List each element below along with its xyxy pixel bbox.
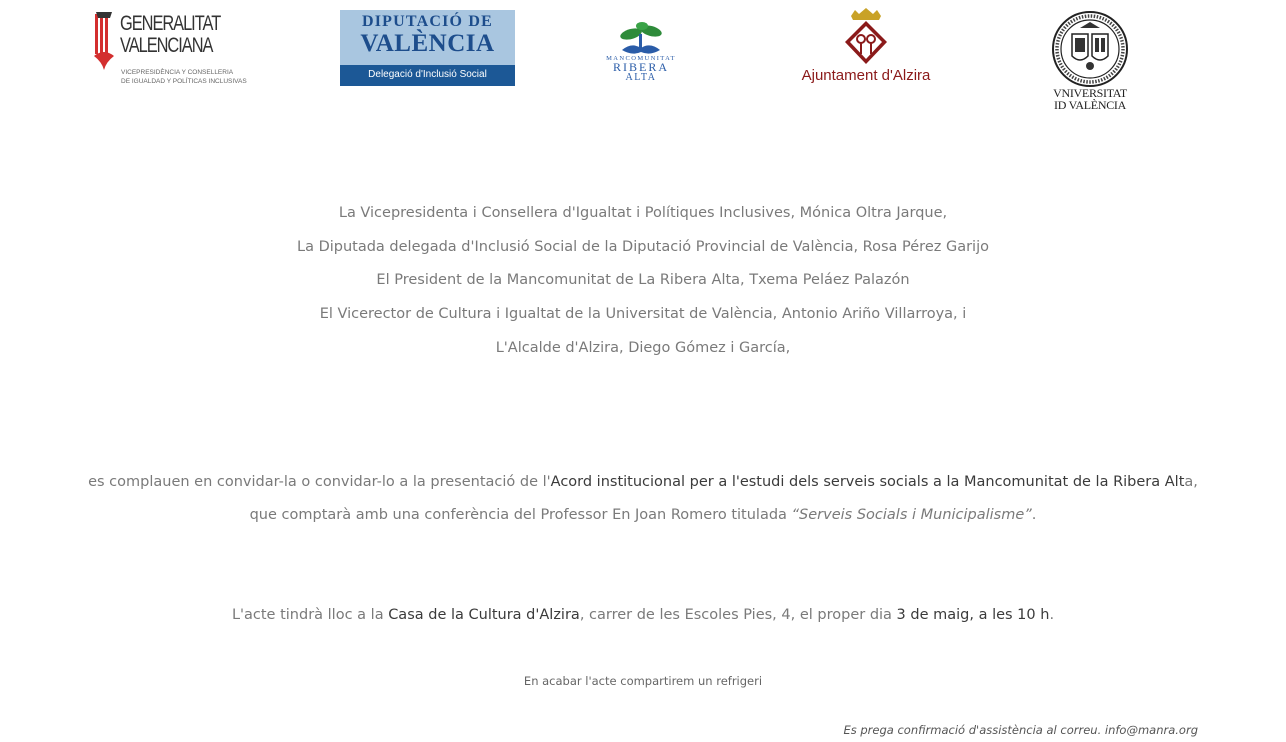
conference-suffix: .: [1031, 507, 1037, 523]
ajuntament-alzira-logo: [786, 8, 946, 88]
diputacio-logo-line2: VALÈNCIA: [360, 30, 495, 57]
conference-line: [0, 507, 1286, 523]
refreshment-note: En acabar l'acte compartirem un refrigeri: [523, 674, 763, 688]
host-line: El Vicerector de Cultura i Igualtat de la Universitat de València, Antonio Ariño Villarroya, i: [319, 306, 967, 322]
coat-of-arms-icon: [837, 8, 895, 68]
ajuntament-logo-text: Ajuntament d'Alzira: [801, 67, 931, 84]
generalitat-emblem-icon: [92, 12, 116, 70]
generalitat-logo-sub1: VICEPRESIDÈNCIA Y CONSELLERIA: [121, 69, 234, 76]
universitat-logo-line2: ID VALÈNCIA: [1054, 98, 1126, 112]
host-line: El President de la Mancomunitat de La Ribera Alta, Txema Peláez Palazón: [376, 272, 910, 288]
diputacio-logo-line1: DIPUTACIÓ DE: [361, 13, 493, 30]
host-line: La Vicepresidenta i Consellera d'Igualtat i Polítiques Inclusives, Mónica Oltra Jarque,: [338, 205, 948, 221]
invitation-line: [0, 474, 1286, 490]
logo-bar: [0, 0, 1286, 115]
generalitat-logo-line1: GENERALITAT: [120, 12, 221, 35]
generalitat-logo-line2: VALENCIANA: [120, 34, 213, 57]
generalitat-logo-sub2: DE IGUALDAD Y POLÍTICAS INCLUSIVAS: [121, 78, 247, 85]
invitation-prefix: es complauen en convidar-la o convidar-lo a la presentació de l': [88, 474, 551, 490]
host-line: L'Alcalde d'Alzira, Diego Gómez i García,: [495, 340, 791, 356]
venue-suffix: .: [1049, 607, 1055, 623]
mancomunitat-logo-line2: RIBERA: [612, 60, 669, 74]
mancomunitat-logo-line1: MANCOMUNITAT: [606, 55, 676, 62]
diputacio-valencia-logo: [340, 10, 515, 86]
universitat-logo-line1: VNIVERSITAT: [1053, 86, 1127, 100]
generalitat-valenciana-logo: [92, 10, 252, 90]
venue-line: [0, 607, 1286, 623]
event-date: 3 de maig, a les 10 h: [896, 607, 1050, 623]
venue-place: Casa de la Cultura d'Alzira: [388, 607, 580, 623]
university-seal-icon: [1050, 10, 1130, 88]
diputacio-logo-band-text: Delegació d'Inclusió Social: [368, 69, 487, 80]
host-line: La Diputada delegada d'Inclusió Social de la Diputació Provincial de València, Rosa Pérez Garijo: [297, 239, 989, 255]
conference-title: “Serveis Socials i Municipalisme”: [791, 507, 1032, 523]
universitat-valencia-logo: [1045, 10, 1135, 114]
agreement-title-suffix: a,: [1184, 474, 1198, 490]
generalitat-logo-subtitle: [121, 68, 247, 86]
agreement-title: Acord institucional per a l'estudi dels serveis socials a la Mancomunitat de la Ribera Alt: [550, 474, 1185, 490]
tree-icon: [618, 22, 664, 56]
mancomunitat-ribera-alta-logo: [588, 22, 698, 84]
mancomunitat-logo-line3: ALTA: [625, 72, 657, 83]
conference-prefix: que comptarà amb una conferència del Professor En Joan Romero titulada: [249, 507, 792, 523]
venue-address: , carrer de les Escoles Pies, 4, el proper dia: [579, 607, 897, 623]
rsvp-note: Es prega confirmació d'assistència al correu. info@manra.org: [843, 723, 1198, 737]
venue-prefix: L'acte tindrà lloc a la: [231, 607, 389, 623]
